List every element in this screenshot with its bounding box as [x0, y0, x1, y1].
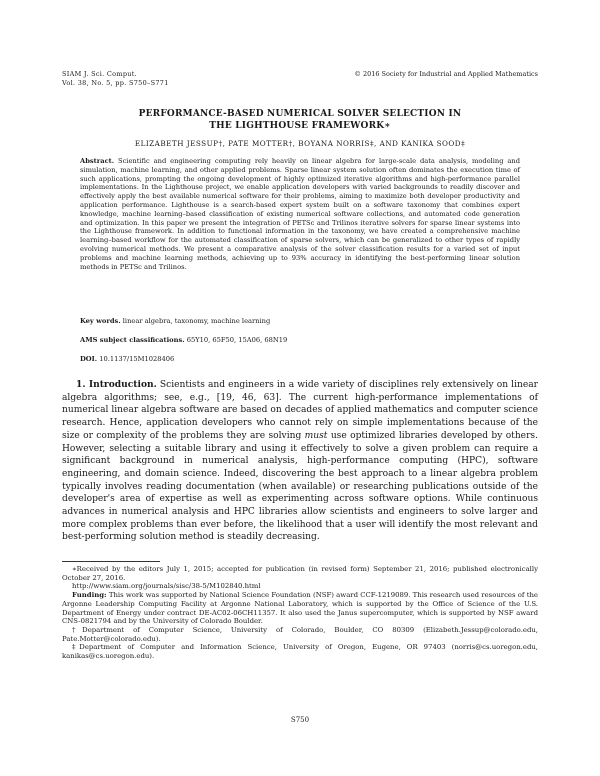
introduction-section — [62, 379, 538, 544]
footnote-funding — [62, 591, 538, 626]
abstract-label: Abstract. — [80, 157, 115, 165]
ams-text: 65Y10, 65F50, 15A06, 68N19 — [186, 336, 288, 344]
keywords-label: Key words. — [80, 317, 121, 325]
page-number: S750 — [290, 716, 310, 724]
abstract-text: Scientific and engineering computing rely heavily on linear algebra for large-scale data analysis, modeling and simulation, machine learning, and other applied problems. Sparse linear system solution often dominates the execution time of such applications, prompting the ongoing development of highly optimized iterative algorithms and high-performance parallel implementations. In the Lighthouse project, we enable application developers with varied backgrounds to readily discover and effectively apply the best available numerical software for their problems, aiming to maximize both developer productivity and application performance. Lighthouse is a search-based expert system built on a software taxonomy that combines expert knowledge, machine learning–based classification of existing numerical software collections, and automated code generation and optimization. In this paper we present the integration of PETSc and Trilinos iterative solvers for sparse linear systems into the Lighthouse framework. In addition to functional information in the taxonomy, we have created a comprehensive machine learning–based workflow for the automated classification of sparse solvers, which can be generalized to other types of rapidly evolving numerical methods. We present a comparative analysis of the solver classification results for a varied set of input problems and machine learning methods, achieving up to 93% accuracy in identifying the best-performing linear solution methods in PETSc and Trilinos. — [80, 157, 520, 271]
footnotes — [62, 565, 538, 661]
keywords — [80, 317, 520, 326]
doi-label: DOI. — [80, 355, 98, 363]
funding-label: Funding: — [72, 591, 107, 600]
footnote-url[interactable]: http://www.siam.org/journals/sisc/38-5/M102840.html — [72, 582, 261, 591]
copyright-notice: © 2016 Society for Industrial and Applied Mathematics — [354, 70, 538, 78]
abstract — [80, 157, 520, 271]
journal-volume: Vol. 38, No. 5, pp. S750–S771 — [62, 79, 169, 87]
journal-name: SIAM J. Sci. Comput. — [62, 70, 138, 78]
ams-classification — [80, 336, 520, 345]
footnote-affiliation-oregon: ‡Department of Computer and Information Science, University of Oregon, Eugene, OR 97403 (norris@cs.uoregon.edu, kanikas@cs.uoregon.edu). — [62, 643, 538, 661]
intro-text-part2: use optimized libraries developed by others. However, selecting a suitable library and using it effectively to solve a given problem can require a significant background in numerical analysis, high-performance computing (HPC), software engineering, and domain science. Indeed, discovering the best approach to a linear algebra problem typically involves reading documentation (when available) or researching publications outside of the developer's area of expertise as well as experimenting across software options. While continuous advances in numerical analysis and HPC libraries allow scientists and engineers to solve larger and more complex problems than ever before, the likelihood that a user will identify the most relevant and best-performing solution method is steadily decreasing. — [62, 430, 538, 543]
intro-text-part1: Scientists and engineers in a wide variety of disciplines rely extensively on linear algebra algorithms; see, e.g., [19, 46, 63]. The current high-performance implementations of numerical linear algebra software are based on decades of applied mathematics and computer science research. Hence, application developers who cannot rely on simple implementations because of the size or complexity of the problems they are solving — [62, 380, 538, 441]
footnote-rule — [62, 561, 160, 562]
author-list: ELIZABETH JESSUP†, PATE MOTTER†, BOYANA NORRIS‡, AND KANIKA SOOD‡ — [134, 139, 466, 148]
paper-title — [62, 108, 538, 132]
section-heading: 1. Introduction. — [76, 379, 157, 390]
doi — [80, 355, 520, 364]
title-line-1: PERFORMANCE-BASED NUMERICAL SOLVER SELECTION IN — [138, 109, 462, 119]
footnote-affiliation-colorado: †Department of Computer Science, University of Colorado, Boulder, CO 80309 (Elizabeth.Jessup@colorado.edu, Pate.Motter@colorado.edu). — [62, 625, 538, 643]
funding-text: This work was supported by National Science Foundation (NSF) award CCF-1219089. This research used resources of the Argonne Leadership Computing Facility at Argonne National Laboratory, which is supported by the Office of Science of the U.S. Department of Energy under contract DE-AC02-06CH11357. It also used the Janus supercomputer, which is supported by NSF award CNS-0821794 and by the University of Colorado Boulder. — [62, 591, 538, 626]
footnote-received: ∗Received by the editors July 1, 2015; accepted for publication (in revised form) September 21, 2016; published electronically October 27, 2016. — [62, 565, 538, 582]
title-line-2: THE LIGHTHOUSE FRAMEWORK∗ — [209, 121, 391, 131]
intro-emphasis: must — [304, 430, 328, 441]
ams-label: AMS subject classifications. — [80, 336, 185, 344]
journal-header — [62, 70, 169, 88]
keywords-text: linear algebra, taxonomy, machine learning — [122, 317, 271, 325]
doi-text: 10.1137/15M1028406 — [99, 355, 175, 363]
